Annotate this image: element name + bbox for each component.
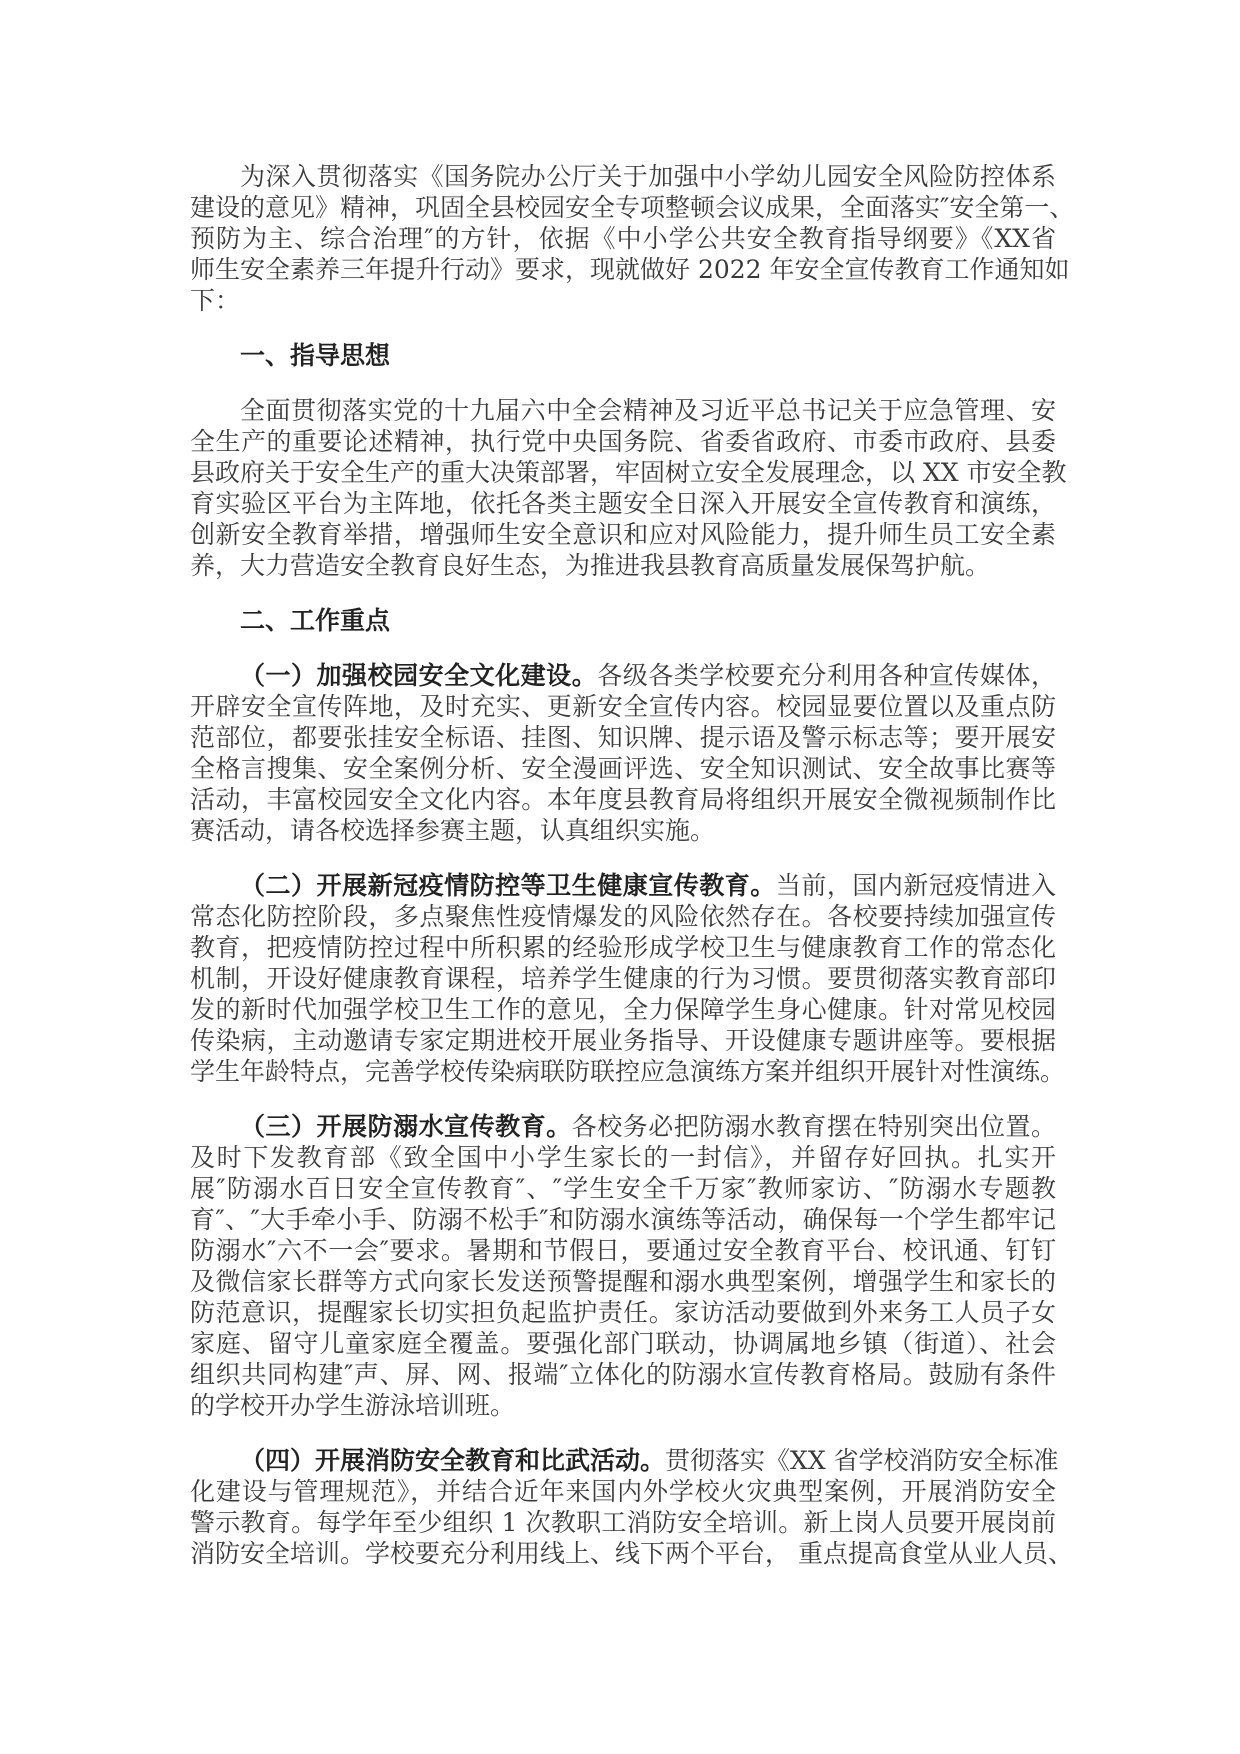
paragraph-line: 创新安全教育举措，增强师生安全意识和应对风险能力，提升师生员工安全素 xyxy=(190,520,1056,549)
paragraph-line: 消防安全培训。学校要充分利用线上、线下两个平台， 重点提高食堂从业人员、 xyxy=(190,1539,1073,1568)
paragraph-line: 教育，把疫情防控过程中所积累的经验形成学校卫生与健康教育工作的常态化 xyxy=(190,933,1056,962)
paragraph-line xyxy=(190,870,1056,901)
paragraph-line: 全面贯彻落实党的十九届六中全会精神及习近平总书记关于应急管理、安 xyxy=(240,396,1056,425)
document-body xyxy=(190,161,1075,1593)
paragraph-line: 的学校开办学生游泳培训班。 xyxy=(190,1391,516,1420)
paragraph-line: 育″、″大手牵小手、防溺不松手″和防溺水演练等活动，确保每一个学生都牢记 xyxy=(190,1205,1056,1234)
paragraph-line: 防范意识，提醒家长切实担负起监护责任。家访活动要做到外来务工人员子女 xyxy=(190,1298,1056,1327)
paragraph-text: 贯彻落实《XX 省学校消防安全标准 xyxy=(665,1446,1059,1475)
paragraph xyxy=(190,1111,1056,1421)
paragraph xyxy=(190,870,1066,1087)
paragraph-line: 展″防溺水百日安全宣传教育″、″学生安全千万家″教师家访、″防溺水专题教 xyxy=(190,1174,1056,1203)
paragraph-line: 发的新时代加强学校卫生工作的意见，全力保障学生身心健康。针对常见校园 xyxy=(190,995,1056,1024)
paragraph-lead-title: （一）加强校园安全文化建设。 xyxy=(240,661,598,690)
paragraph-text: 各级各类学校要充分利用各种宣传媒体， xyxy=(597,661,1056,690)
paragraph-line: 家庭、留守儿童家庭全覆盖。要强化部门联动，协调属地乡镇（街道）、社会 xyxy=(190,1329,1056,1358)
paragraph-line: 赛活动，请各校选择参赛主题，认真组织实施。 xyxy=(190,816,716,845)
paragraph-text: 当前，国内新冠疫情进入 xyxy=(775,871,1056,900)
paragraph-line: 化建设与管理规范》，并结合近年来国内外学校火灾典型案例，开展消防安全 xyxy=(190,1477,1056,1506)
paragraph-line: 及时下发教育部《致全国中小学生家长的一封信》，并留存好回执。扎实开 xyxy=(190,1143,1056,1172)
paragraph-line: 组织共同构建″声、屏、网、报端″立体化的防溺水宣传教育格局。鼓励有条件 xyxy=(190,1360,1056,1389)
paragraph xyxy=(190,161,1075,316)
heading-text: 二、工作重点 xyxy=(240,606,391,635)
paragraph-line: 范部位，都要张挂安全标语、挂图、知识牌、提示语及警示标志等；要开展安 xyxy=(190,723,1056,752)
paragraph-line: 机制，开设好健康教育课程，培养学生健康的行为习惯。要贯彻落实教育部印 xyxy=(190,964,1056,993)
paragraph-line: 为深入贯彻落实《国务院办公厅关于加强中小学幼儿园安全风险防控体系 xyxy=(240,162,1056,191)
heading-text: 一、指导思想 xyxy=(240,341,391,370)
paragraph-line xyxy=(190,660,1056,691)
section-heading xyxy=(190,605,1056,636)
paragraph-line: 防溺水″六不一会″要求。暑期和节假日，要通过安全教育平台、校讯通、钉钉 xyxy=(190,1236,1056,1265)
paragraph-line: 全格言搜集、安全案例分析、安全漫画评选、安全知识测试、安全故事比赛等 xyxy=(190,754,1056,783)
section-heading xyxy=(190,340,1056,371)
paragraph-line: 育实验区平台为主阵地，依托各类主题安全日深入开展安全宣传教育和演练， xyxy=(190,489,1056,518)
paragraph-line: 预防为主、综合治理″的方针，依据《中小学公共安全教育指导纲要》《XX省 xyxy=(190,224,1056,253)
paragraph-lead-title: （四）开展消防安全教育和比武活动。 xyxy=(240,1446,666,1475)
paragraph-line: 养，大力营造安全教育良好生态，为推进我县教育高质量发展保驾护航。 xyxy=(190,551,991,580)
paragraph-lead-title: （三）开展防溺水宣传教育。 xyxy=(240,1112,572,1141)
paragraph xyxy=(190,395,1067,581)
paragraph-line: 常态化防控阶段，多点聚焦性疫情爆发的风险依然存在。各校要持续加强宣传 xyxy=(190,902,1056,931)
paragraph-line: 开辟安全宣传阵地，及时充实、更新安全宣传内容。校园显要位置以及重点防 xyxy=(190,692,1056,721)
paragraph-line: 及微信家长群等方式向家长发送预警提醒和溺水典型案例，增强学生和家长的 xyxy=(190,1267,1056,1296)
paragraph-text: 各校务必把防溺水教育摆在特别突出位置。 xyxy=(571,1112,1056,1141)
paragraph xyxy=(190,660,1056,846)
paragraph-line: 学生年龄特点，完善学校传染病联防联控应急演练方案并组织开展针对性演练。 xyxy=(190,1057,1066,1086)
paragraph-line: 县政府关于安全生产的重大决策部署，牢固树立安全发展理念，以 XX 市安全教 xyxy=(190,458,1067,487)
paragraph-line: 师生安全素养三年提升行动》要求，现就做好 2022 年安全宣传教育工作通知如 xyxy=(190,255,1070,284)
paragraph-line xyxy=(190,1111,1056,1142)
paragraph-line: 活动，丰富校园安全文化内容。本年度县教育局将组织开展安全微视频制作比 xyxy=(190,785,1056,814)
paragraph-line: 传染病，主动邀请专家定期进校开展业务指导、开设健康专题讲座等。要根据 xyxy=(190,1026,1056,1055)
paragraph-line: 全生产的重要论述精神，执行党中央国务院、省委省政府、市委市政府、县委 xyxy=(190,427,1056,456)
paragraph-lead-title: （二）开展新冠疫情防控等卫生健康宣传教育。 xyxy=(240,871,776,900)
paragraph xyxy=(190,1445,1073,1569)
paragraph-line: 建设的意见》精神，巩固全县校园安全专项整顿会议成果，全面落实″安全第一、 xyxy=(190,193,1075,222)
paragraph-line: 下： xyxy=(190,286,241,315)
paragraph-line: 警示教育。每学年至少组织 1 次教职工消防安全培训。新上岗人员要开展岗前 xyxy=(190,1508,1056,1537)
paragraph-line xyxy=(190,1445,1059,1476)
